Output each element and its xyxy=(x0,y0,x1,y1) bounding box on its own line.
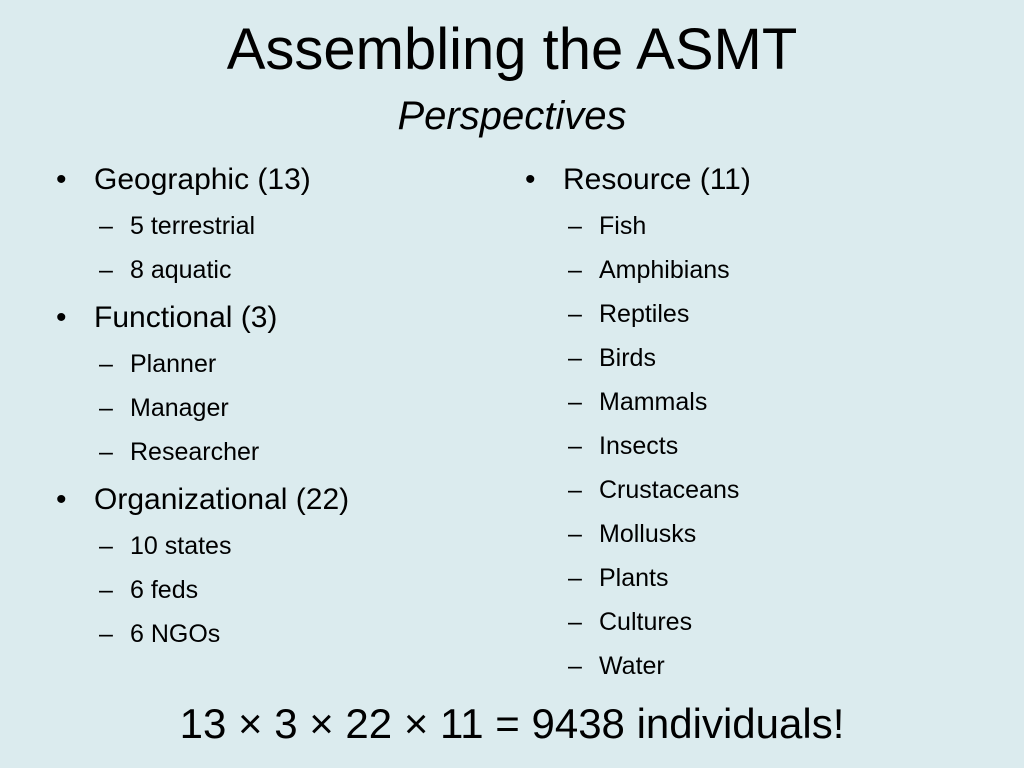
sub-bullet-item xyxy=(563,248,751,292)
dash-marker: – xyxy=(99,576,113,604)
bullet-item xyxy=(56,160,349,292)
bullet-marker: • xyxy=(56,163,67,196)
sub-bullet-list xyxy=(94,204,349,292)
sub-bullet-item xyxy=(563,424,751,468)
sub-bullet-label: Plants xyxy=(599,564,669,592)
dash-marker: – xyxy=(568,564,582,592)
dash-marker: – xyxy=(99,438,113,466)
left-bullet-list xyxy=(56,160,349,656)
right-column xyxy=(525,160,751,694)
sub-bullet-label: Reptiles xyxy=(599,300,690,328)
formula-footer: 13 × 3 × 22 × 11 = 9438 individuals! xyxy=(179,700,845,747)
sub-bullet-item xyxy=(94,342,349,386)
sub-bullet-label: Mollusks xyxy=(599,520,697,548)
dash-marker: – xyxy=(99,532,113,560)
sub-bullet-item xyxy=(563,380,751,424)
sub-bullet-item xyxy=(563,204,751,248)
dash-marker: – xyxy=(99,212,113,240)
sub-bullet-list xyxy=(563,204,751,688)
bullet-marker: • xyxy=(525,163,536,196)
sub-bullet-label: 10 states xyxy=(130,532,232,560)
bullet-item xyxy=(56,298,349,474)
sub-bullet-label: Cultures xyxy=(599,608,693,636)
sub-bullet-item xyxy=(94,430,349,474)
dash-marker: – xyxy=(99,394,113,422)
slide-title: Assembling the ASMT xyxy=(226,17,798,82)
sub-bullet-item xyxy=(563,512,751,556)
dash-marker: – xyxy=(568,520,582,548)
dash-marker: – xyxy=(568,344,582,372)
dash-marker: – xyxy=(568,608,582,636)
sub-bullet-label: Planner xyxy=(130,350,217,378)
sub-bullet-label: Manager xyxy=(130,394,229,422)
sub-bullet-label: Water xyxy=(599,652,665,680)
dash-marker: – xyxy=(568,652,582,680)
sub-bullet-label: Mammals xyxy=(599,388,708,416)
right-bullet-list xyxy=(525,160,751,688)
sub-bullet-item xyxy=(563,336,751,380)
bullet-label: Resource (11) xyxy=(563,163,751,196)
dash-marker: – xyxy=(568,256,582,284)
dash-marker: – xyxy=(568,476,582,504)
sub-bullet-item xyxy=(94,386,349,430)
sub-bullet-item xyxy=(563,600,751,644)
dash-marker: – xyxy=(568,388,582,416)
bullet-label: Geographic (13) xyxy=(94,163,311,196)
slide-subtitle: Perspectives xyxy=(397,94,627,138)
sub-bullet-label: Crustaceans xyxy=(599,476,740,504)
bullet-marker: • xyxy=(56,301,67,334)
sub-bullet-item xyxy=(94,524,349,568)
dash-marker: – xyxy=(568,300,582,328)
bullet-label: Organizational (22) xyxy=(94,483,350,516)
bullet-item xyxy=(525,160,751,688)
dash-marker: – xyxy=(99,620,113,648)
sub-bullet-label: 8 aquatic xyxy=(130,256,232,284)
left-column xyxy=(56,160,349,662)
sub-bullet-label: 5 terrestrial xyxy=(130,212,256,240)
sub-bullet-label: 6 feds xyxy=(130,576,199,604)
dash-marker: – xyxy=(568,212,582,240)
sub-bullet-item xyxy=(563,468,751,512)
bullet-marker: • xyxy=(56,483,67,516)
sub-bullet-item xyxy=(94,248,349,292)
dash-marker: – xyxy=(99,350,113,378)
sub-bullet-label: Researcher xyxy=(130,438,260,466)
sub-bullet-label: 6 NGOs xyxy=(130,620,221,648)
sub-bullet-list xyxy=(94,524,349,656)
sub-bullet-item xyxy=(94,568,349,612)
sub-bullet-item xyxy=(563,644,751,688)
sub-bullet-item xyxy=(563,292,751,336)
dash-marker: – xyxy=(568,432,582,460)
sub-bullet-label: Insects xyxy=(599,432,679,460)
sub-bullet-list xyxy=(94,342,349,474)
sub-bullet-label: Birds xyxy=(599,344,656,372)
sub-bullet-label: Amphibians xyxy=(599,256,730,284)
bullet-label: Functional (3) xyxy=(94,301,278,334)
sub-bullet-item xyxy=(94,612,349,656)
sub-bullet-item xyxy=(94,204,349,248)
sub-bullet-item xyxy=(563,556,751,600)
dash-marker: – xyxy=(99,256,113,284)
sub-bullet-label: Fish xyxy=(599,212,647,240)
bullet-item xyxy=(56,480,349,656)
